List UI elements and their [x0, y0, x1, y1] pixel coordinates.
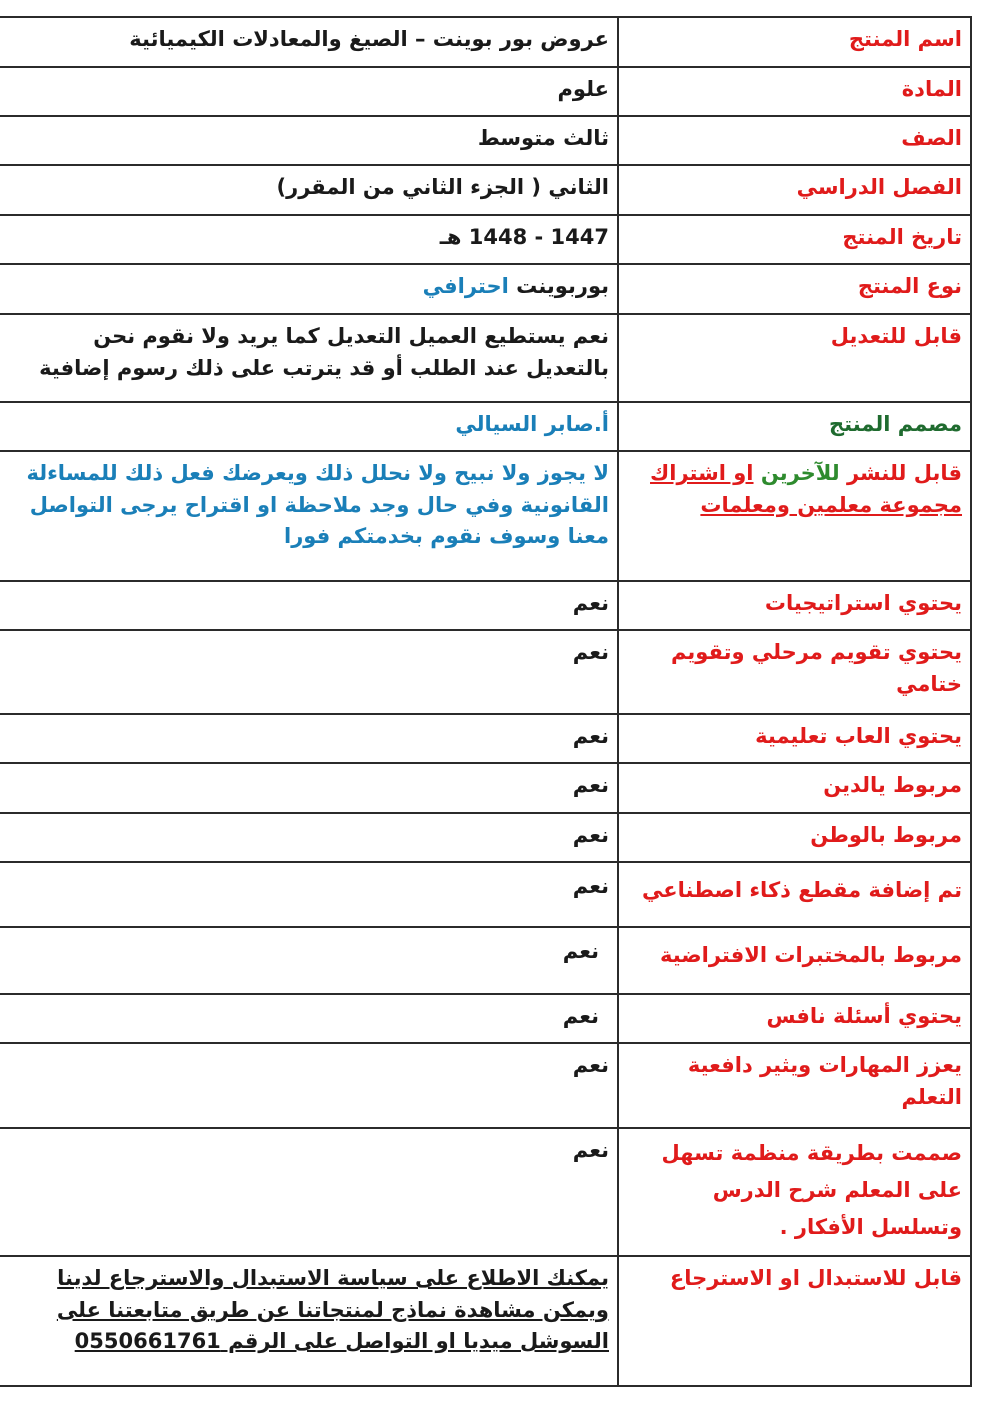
table-row [0, 927, 971, 994]
table-row [0, 862, 971, 927]
label-organized-design: صممت بطريقة منظمة تسهل على المعلم شرح الدرس وتسلسل الأفكار . [618, 1128, 971, 1256]
label-product-date: تاريخ المنتج [618, 215, 971, 264]
return-policy-link[interactable]: يمكنك الاطلاع على سياسة الاستبدال والاسترجاع لدينا ويمكن مشاهدة نماذج لمنتجاتنا عن طريق متابعتنا على السوشل ميديا او التواصل على الرقم 0550661761 [0, 1256, 618, 1386]
value-product-name: عروض بور بوينت – الصيغ والمعادلات الكيميائية [0, 17, 618, 67]
value-assessment: نعم [0, 630, 618, 714]
label-editable: قابل للتعديل [618, 314, 971, 402]
product-type-tier: احترافي [422, 274, 509, 298]
value-product-date: 1447 - 1448 هـ [0, 215, 618, 264]
table-row [0, 116, 971, 165]
label-grade: الصف [618, 116, 971, 165]
publishable-label-part3: او اشتراك مجموعة معلمين ومعلمات [650, 461, 962, 517]
table-row [0, 1128, 971, 1256]
label-return-policy: قابل للاستبدال او الاسترجاع [618, 1256, 971, 1386]
table-row [0, 17, 971, 67]
value-skills: نعم [0, 1043, 618, 1128]
value-grade: ثالث متوسط [0, 116, 618, 165]
table-row [0, 581, 971, 630]
label-product-name: اسم المنتج [618, 17, 971, 67]
product-info-sheet [16, 16, 972, 1390]
table-row [0, 1256, 971, 1386]
table-row [0, 67, 971, 116]
label-subject: المادة [618, 67, 971, 116]
label-nafs-questions: يحتوي أسئلة نافس [618, 994, 971, 1043]
table-row [0, 215, 971, 264]
label-publishable [618, 451, 971, 581]
value-nafs-questions: نعم [0, 994, 618, 1043]
label-virtual-labs: مربوط بالمختبرات الافتراضية [618, 927, 971, 994]
value-religion: نعم [0, 763, 618, 813]
label-skills: يعزز المهارات ويثير دافعية التعلم [618, 1043, 971, 1128]
value-strategies: نعم [0, 581, 618, 630]
value-virtual-labs: نعم [0, 927, 618, 994]
value-homeland: نعم [0, 813, 618, 862]
label-strategies: يحتوي استراتيجيات [618, 581, 971, 630]
label-designer: مصمم المنتج [618, 402, 971, 451]
table-row [0, 994, 971, 1043]
publishable-label-part1: قابل للنشر [846, 461, 962, 485]
table-row [0, 451, 971, 581]
value-semester: الثاني ( الجزء الثاني من المقرر) [0, 165, 618, 215]
table-row [0, 1043, 971, 1128]
label-games: يحتوي العاب تعليمية [618, 714, 971, 763]
label-product-type: نوع المنتج [618, 264, 971, 314]
value-organized-design: نعم [0, 1128, 618, 1256]
table-row [0, 264, 971, 314]
label-homeland: مربوط بالوطن [618, 813, 971, 862]
table-row [0, 165, 971, 215]
table-row [0, 813, 971, 862]
label-semester: الفصل الدراسي [618, 165, 971, 215]
value-games: نعم [0, 714, 618, 763]
table-row [0, 314, 971, 402]
value-subject: علوم [0, 67, 618, 116]
value-ai-clip: نعم [0, 862, 618, 927]
table-row [0, 763, 971, 813]
label-religion: مربوط يالدين [618, 763, 971, 813]
publishable-label-part2: للآخرين [760, 461, 840, 485]
table-row [0, 714, 971, 763]
product-info-table [0, 16, 972, 1387]
label-ai-clip: تم إضافة مقطع ذكاء اصطناعي [618, 862, 971, 927]
value-publishable: لا يجوز ولا نبيح ولا نحلل ذلك ويعرضك فعل ذلك للمساءلة القانونية وفي حال وجد ملاحظة او اقتراح يرجى التواصل معنا وسوف نقوم بخدمتكم فورا [0, 451, 618, 581]
value-editable: نعم يستطيع العميل التعديل كما يريد ولا نقوم نحن بالتعديل عند الطلب أو قد يترتب على ذلك رسوم إضافية [0, 314, 618, 402]
product-type-text: بوربوينت [516, 274, 609, 298]
value-designer: أ.صابر السيالي [0, 402, 618, 451]
table-row [0, 402, 971, 451]
label-assessment: يحتوي تقويم مرحلي وتقويم ختامي [618, 630, 971, 714]
table-row [0, 630, 971, 714]
value-product-type [0, 264, 618, 314]
